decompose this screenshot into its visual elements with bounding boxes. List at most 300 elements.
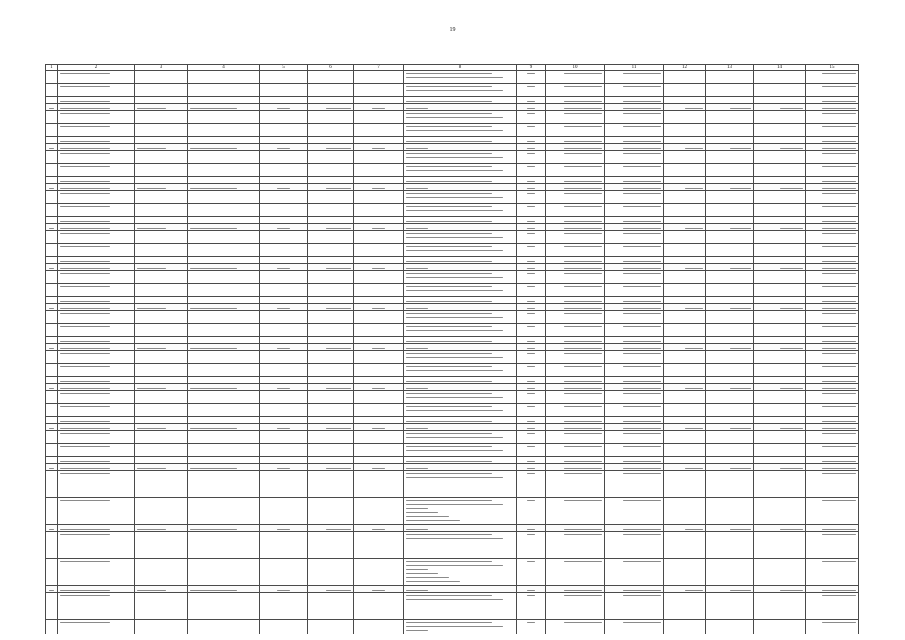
table-cell <box>546 431 605 444</box>
table-cell <box>517 84 546 97</box>
table-cell <box>706 257 754 264</box>
illegible-text-line <box>564 301 602 302</box>
illegible-text-line <box>527 529 534 530</box>
table-cell <box>806 144 859 151</box>
illegible-text-line <box>527 341 534 342</box>
table-cell <box>664 191 706 204</box>
table-cell <box>404 311 517 324</box>
illegible-text-line <box>372 590 386 591</box>
table-cell <box>546 324 605 337</box>
table-cell <box>260 593 308 620</box>
table-cell <box>806 164 859 177</box>
table-cell <box>605 257 664 264</box>
table-cell <box>706 586 754 593</box>
illegible-text-line <box>730 228 752 229</box>
illegible-text-line <box>60 461 110 462</box>
table-cell <box>46 264 58 271</box>
illegible-text-line <box>527 86 534 87</box>
table-cell <box>806 137 859 144</box>
table-cell <box>754 137 806 144</box>
illegible-text-line <box>623 529 661 530</box>
illegible-text-line <box>406 170 503 171</box>
table-cell <box>58 377 135 384</box>
table-cell <box>58 184 135 191</box>
table-cell <box>404 525 517 532</box>
table-cell <box>754 324 806 337</box>
illegible-text-line <box>822 193 856 194</box>
illegible-text-line <box>137 268 166 269</box>
table-cell <box>404 532 517 559</box>
column-number: 8 <box>404 65 517 71</box>
illegible-text-line <box>564 595 602 596</box>
table-cell <box>546 184 605 191</box>
table-cell <box>135 184 188 191</box>
illegible-text-line <box>527 534 534 535</box>
table-cell <box>754 384 806 391</box>
table-cell <box>706 593 754 620</box>
illegible-text-line <box>780 268 804 269</box>
illegible-text-line <box>406 529 428 530</box>
table-cell <box>605 532 664 559</box>
table-cell <box>135 311 188 324</box>
table-cell <box>308 311 354 324</box>
table-cell <box>605 586 664 593</box>
table-cell <box>546 471 605 498</box>
illegible-text-line <box>527 406 534 407</box>
illegible-text-line <box>564 221 602 222</box>
table-cell <box>546 97 605 104</box>
illegible-text-line <box>527 326 534 327</box>
table-row <box>46 204 859 217</box>
illegible-text-line <box>406 410 503 411</box>
table-cell <box>354 532 404 559</box>
illegible-text-line <box>60 86 110 87</box>
table-cell <box>517 593 546 620</box>
illegible-text-line <box>564 73 602 74</box>
illegible-text-line <box>685 188 704 189</box>
illegible-text-line <box>406 90 503 91</box>
illegible-text-line <box>406 130 503 131</box>
illegible-text-line <box>406 538 503 539</box>
table-cell <box>188 217 260 224</box>
illegible-text-line <box>623 353 661 354</box>
table-cell <box>58 351 135 364</box>
table-cell <box>135 586 188 593</box>
illegible-text-line <box>326 148 351 149</box>
table-cell <box>46 464 58 471</box>
table-cell <box>517 144 546 151</box>
table-cell <box>135 457 188 464</box>
illegible-text-line <box>406 366 492 367</box>
illegible-text-line <box>564 590 602 591</box>
illegible-text-line <box>326 188 351 189</box>
illegible-text-line <box>60 286 110 287</box>
table-cell <box>308 191 354 204</box>
table-cell <box>706 104 754 111</box>
illegible-text-line <box>406 437 503 438</box>
table-cell <box>135 204 188 217</box>
table-cell <box>58 471 135 498</box>
table-cell <box>517 324 546 337</box>
column-number: 13 <box>706 65 754 71</box>
illegible-text-line <box>137 148 166 149</box>
illegible-text-line <box>406 77 503 78</box>
illegible-text-line <box>49 188 55 189</box>
table-cell <box>517 620 546 635</box>
table-cell <box>754 498 806 525</box>
illegible-text-line <box>564 406 602 407</box>
table-cell <box>605 593 664 620</box>
table-cell <box>806 377 859 384</box>
table-cell <box>260 471 308 498</box>
table-cell <box>706 204 754 217</box>
table-cell <box>517 586 546 593</box>
table-row <box>46 164 859 177</box>
illegible-text-line <box>60 381 110 382</box>
table-cell <box>517 224 546 231</box>
table-cell <box>260 417 308 424</box>
table-cell <box>188 324 260 337</box>
table-cell <box>806 417 859 424</box>
illegible-text-line <box>277 468 290 469</box>
illegible-text-line <box>730 529 752 530</box>
illegible-text-line <box>623 301 661 302</box>
table-cell <box>354 344 404 351</box>
table-cell <box>806 257 859 264</box>
table-row <box>46 498 859 525</box>
table-cell <box>754 271 806 284</box>
table-cell <box>806 498 859 525</box>
illegible-text-line <box>685 228 704 229</box>
table-cell <box>605 184 664 191</box>
table-cell <box>260 111 308 124</box>
illegible-text-line <box>527 193 534 194</box>
table-cell <box>46 177 58 184</box>
illegible-text-line <box>406 370 503 371</box>
table-cell <box>806 284 859 297</box>
table-cell <box>806 431 859 444</box>
illegible-text-line <box>780 428 804 429</box>
table-cell <box>546 384 605 391</box>
illegible-text-line <box>60 228 110 229</box>
table-cell <box>354 364 404 377</box>
table-row <box>46 231 859 244</box>
table-cell <box>754 337 806 344</box>
illegible-text-line <box>527 113 534 114</box>
table-cell <box>354 137 404 144</box>
table-cell <box>260 224 308 231</box>
table-cell <box>308 424 354 431</box>
illegible-text-line <box>564 113 602 114</box>
table-cell <box>46 593 58 620</box>
illegible-text-line <box>406 126 492 127</box>
table-cell <box>46 284 58 297</box>
table-cell <box>664 532 706 559</box>
table-cell <box>46 431 58 444</box>
illegible-text-line <box>527 473 534 474</box>
table-cell <box>260 71 308 84</box>
table-row <box>46 324 859 337</box>
illegible-text-line <box>60 221 110 222</box>
table-cell <box>806 124 859 137</box>
table-cell <box>135 498 188 525</box>
illegible-text-line <box>685 529 704 530</box>
table-row-object-total <box>46 224 859 231</box>
illegible-text-line <box>406 326 492 327</box>
illegible-text-line <box>730 308 752 309</box>
illegible-text-line <box>822 590 856 591</box>
illegible-text-line <box>406 581 460 582</box>
illegible-text-line <box>60 595 110 596</box>
table-cell <box>188 137 260 144</box>
illegible-text-line <box>564 500 602 501</box>
table-cell <box>188 151 260 164</box>
illegible-text-line <box>822 246 856 247</box>
illegible-text-line <box>406 573 438 574</box>
table-cell <box>754 191 806 204</box>
illegible-text-line <box>190 188 237 189</box>
table-cell <box>354 498 404 525</box>
table-cell <box>517 164 546 177</box>
table-cell <box>754 586 806 593</box>
illegible-text-line <box>822 500 856 501</box>
illegible-text-line <box>822 188 856 189</box>
illegible-text-line <box>277 228 290 229</box>
illegible-text-line <box>60 301 110 302</box>
illegible-text-line <box>406 577 449 578</box>
table-cell <box>135 71 188 84</box>
table-cell <box>188 264 260 271</box>
table-cell <box>517 217 546 224</box>
illegible-text-line <box>372 108 386 109</box>
illegible-text-line <box>406 500 492 501</box>
table-cell <box>135 532 188 559</box>
table-cell <box>664 324 706 337</box>
table-cell <box>260 364 308 377</box>
illegible-text-line <box>406 569 428 570</box>
illegible-text-line <box>822 468 856 469</box>
table-cell <box>58 124 135 137</box>
table-cell <box>260 431 308 444</box>
table-cell <box>546 364 605 377</box>
table-cell <box>754 84 806 97</box>
illegible-text-line <box>190 108 237 109</box>
table-cell <box>135 593 188 620</box>
illegible-text-line <box>527 590 534 591</box>
table-cell <box>546 620 605 635</box>
table-cell <box>188 404 260 417</box>
illegible-text-line <box>685 268 704 269</box>
illegible-text-line <box>60 366 110 367</box>
illegible-text-line <box>406 237 503 238</box>
table-cell <box>58 204 135 217</box>
register-table <box>45 64 859 634</box>
table-cell <box>135 271 188 284</box>
illegible-text-line <box>527 148 534 149</box>
table-cell <box>354 231 404 244</box>
illegible-text-line <box>685 308 704 309</box>
table-cell <box>806 311 859 324</box>
table-row <box>46 471 859 498</box>
table-cell <box>664 593 706 620</box>
table-cell <box>260 304 308 311</box>
table-cell <box>354 417 404 424</box>
table-cell <box>664 164 706 177</box>
illegible-text-line <box>623 308 661 309</box>
table-cell <box>46 457 58 464</box>
table-cell <box>404 457 517 464</box>
table-cell <box>754 431 806 444</box>
table-cell <box>135 444 188 457</box>
table-cell <box>664 264 706 271</box>
illegible-text-line <box>564 148 602 149</box>
table-cell <box>664 364 706 377</box>
illegible-text-line <box>822 166 856 167</box>
table-cell <box>404 111 517 124</box>
table-cell <box>517 284 546 297</box>
illegible-text-line <box>527 433 534 434</box>
table-cell <box>260 391 308 404</box>
illegible-text-line <box>406 181 492 182</box>
illegible-text-line <box>137 308 166 309</box>
table-row <box>46 457 859 464</box>
illegible-text-line <box>137 228 166 229</box>
illegible-text-line <box>623 381 661 382</box>
table-cell <box>664 351 706 364</box>
table-cell <box>706 304 754 311</box>
illegible-text-line <box>60 421 110 422</box>
table-cell <box>754 104 806 111</box>
table-cell <box>354 217 404 224</box>
table-cell <box>260 311 308 324</box>
table-cell <box>354 151 404 164</box>
illegible-text-line <box>49 308 55 309</box>
illegible-text-line <box>406 406 492 407</box>
illegible-text-line <box>60 233 110 234</box>
illegible-text-line <box>564 353 602 354</box>
illegible-text-line <box>564 126 602 127</box>
table-cell <box>754 257 806 264</box>
table-cell <box>754 559 806 586</box>
table-cell <box>806 404 859 417</box>
illegible-text-line <box>564 468 602 469</box>
table-cell <box>754 304 806 311</box>
table-cell <box>354 620 404 635</box>
table-cell <box>46 97 58 104</box>
table-cell <box>404 351 517 364</box>
table-cell <box>517 471 546 498</box>
table-cell <box>605 204 664 217</box>
illegible-text-line <box>60 126 110 127</box>
table-cell <box>605 471 664 498</box>
table-cell <box>354 124 404 137</box>
table-cell <box>188 177 260 184</box>
table-cell <box>546 257 605 264</box>
table-cell <box>404 404 517 417</box>
table-cell <box>517 337 546 344</box>
table-cell <box>664 337 706 344</box>
illegible-text-line <box>564 473 602 474</box>
table-cell <box>135 284 188 297</box>
table-cell <box>706 71 754 84</box>
table-cell <box>517 525 546 532</box>
illegible-text-line <box>527 595 534 596</box>
table-row <box>46 257 859 264</box>
illegible-text-line <box>623 126 661 127</box>
column-number: 2 <box>58 65 135 71</box>
column-number: 7 <box>354 65 404 71</box>
table-cell <box>806 620 859 635</box>
table-cell <box>260 231 308 244</box>
table-cell <box>58 177 135 184</box>
table-cell <box>517 391 546 404</box>
table-cell <box>308 391 354 404</box>
illegible-text-line <box>822 341 856 342</box>
table-cell <box>308 271 354 284</box>
table-cell <box>806 177 859 184</box>
table-cell <box>546 304 605 311</box>
table-cell <box>546 104 605 111</box>
illegible-text-line <box>60 406 110 407</box>
table-row-object-total <box>46 464 859 471</box>
illegible-text-line <box>406 504 503 505</box>
table-cell <box>46 586 58 593</box>
table-cell <box>58 586 135 593</box>
illegible-text-line <box>406 261 492 262</box>
table-cell <box>546 525 605 532</box>
illegible-text-line <box>822 393 856 394</box>
table-cell <box>354 324 404 337</box>
table-cell <box>404 144 517 151</box>
illegible-text-line <box>623 233 661 234</box>
table-cell <box>58 191 135 204</box>
table-cell <box>605 525 664 532</box>
table-cell <box>404 364 517 377</box>
table-cell <box>260 532 308 559</box>
table-cell <box>308 297 354 304</box>
table-cell <box>806 191 859 204</box>
illegible-text-line <box>822 181 856 182</box>
illegible-text-line <box>564 228 602 229</box>
table-cell <box>754 224 806 231</box>
table-cell <box>308 593 354 620</box>
table-cell <box>260 424 308 431</box>
table-cell <box>706 525 754 532</box>
table-cell <box>754 464 806 471</box>
illegible-text-line <box>406 250 503 251</box>
table-cell <box>46 137 58 144</box>
table-cell <box>354 586 404 593</box>
table-cell <box>517 384 546 391</box>
table-cell <box>754 391 806 404</box>
table-cell <box>135 137 188 144</box>
table-cell <box>188 457 260 464</box>
table-cell <box>517 304 546 311</box>
table-cell <box>754 177 806 184</box>
table-cell <box>188 444 260 457</box>
illegible-text-line <box>406 108 428 109</box>
table-cell <box>517 137 546 144</box>
table-cell <box>754 111 806 124</box>
table-cell <box>46 404 58 417</box>
table-cell <box>706 97 754 104</box>
illegible-text-line <box>564 341 602 342</box>
table-cell <box>404 244 517 257</box>
table-cell <box>46 271 58 284</box>
table-cell <box>806 297 859 304</box>
table-cell <box>517 424 546 431</box>
illegible-text-line <box>527 313 534 314</box>
